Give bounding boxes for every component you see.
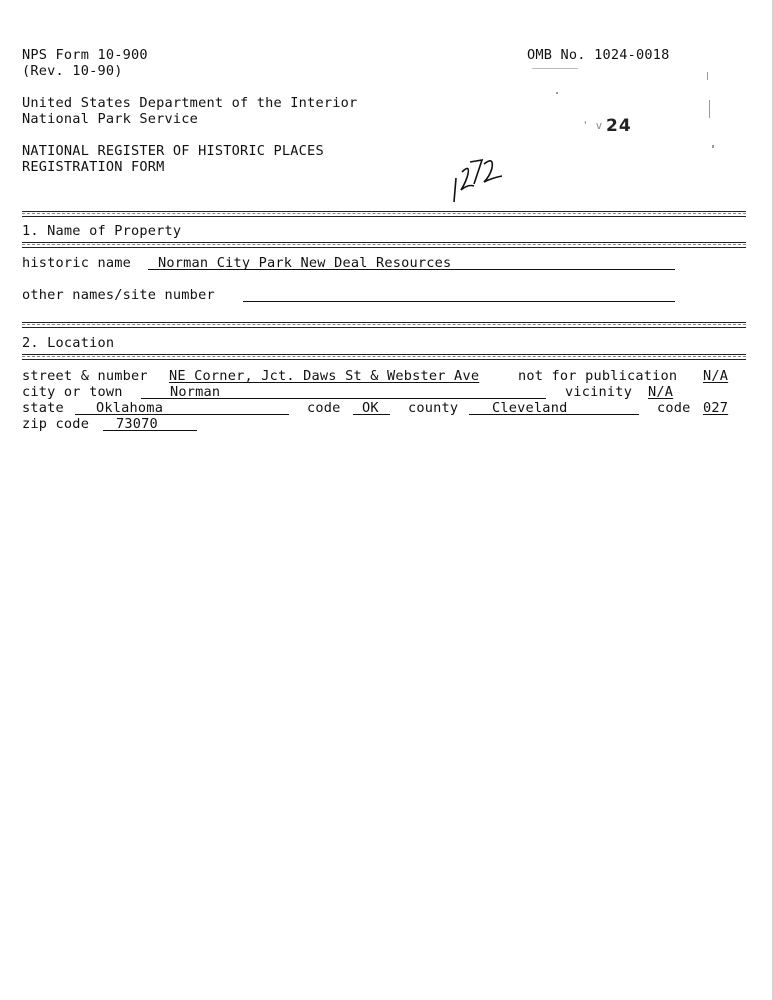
state-label: state [22,400,64,416]
register-title: NATIONAL REGISTER OF HISTORIC PLACES [22,143,324,159]
historic-name-value[interactable]: Norman City Park New Deal Resources [158,255,452,271]
section-1-heading: 1. Name of Property [22,223,182,239]
scan-mark [532,68,578,69]
not-for-publication-value[interactable]: N/A [703,368,729,384]
omb-number: OMB No. 1024-0018 [527,47,670,63]
handwritten-reference-number [448,150,508,205]
section-2-heading: 2. Location [22,335,115,351]
street-label: street & number [22,368,148,384]
section-divider [22,322,746,328]
county-label: county [408,400,459,416]
county-value[interactable]: Cleveland [492,400,568,416]
vicinity-value[interactable]: N/A [648,384,674,400]
other-names-line [243,301,675,302]
form-number: NPS Form 10-900 [22,47,148,63]
county-code-label: code [657,400,691,416]
other-names-label: other names/site number [22,287,215,303]
state-code-label: code [307,400,341,416]
stamp-fragment: ' v [582,119,603,132]
historic-name-label: historic name [22,255,131,271]
form-revision: (Rev. 10-90) [22,63,123,79]
scan-speck [709,100,710,118]
scan-speck [556,92,558,94]
agency-name: National Park Service [22,111,199,127]
zip-label: zip code [22,416,90,432]
department-name: United States Department of the Interior [22,95,358,111]
section-divider [22,242,746,248]
scan-speck [712,145,714,148]
zip-value[interactable]: 73070 [116,416,158,432]
state-code-value[interactable]: OK [362,400,379,416]
county-code-value[interactable]: 027 [703,400,729,416]
form-title: REGISTRATION FORM [22,159,165,175]
received-stamp: 24 [606,116,632,136]
section-divider [22,211,746,217]
city-value[interactable]: Norman [170,384,221,400]
section-divider [22,354,746,360]
city-label: city or town [22,384,123,400]
vicinity-label: vicinity [565,384,633,400]
street-value[interactable]: NE Corner, Jct. Daws St & Webster Ave [169,368,480,384]
scan-speck [707,72,708,80]
not-for-publication-label: not for publication [518,368,678,384]
state-value[interactable]: Oklahoma [96,400,164,416]
